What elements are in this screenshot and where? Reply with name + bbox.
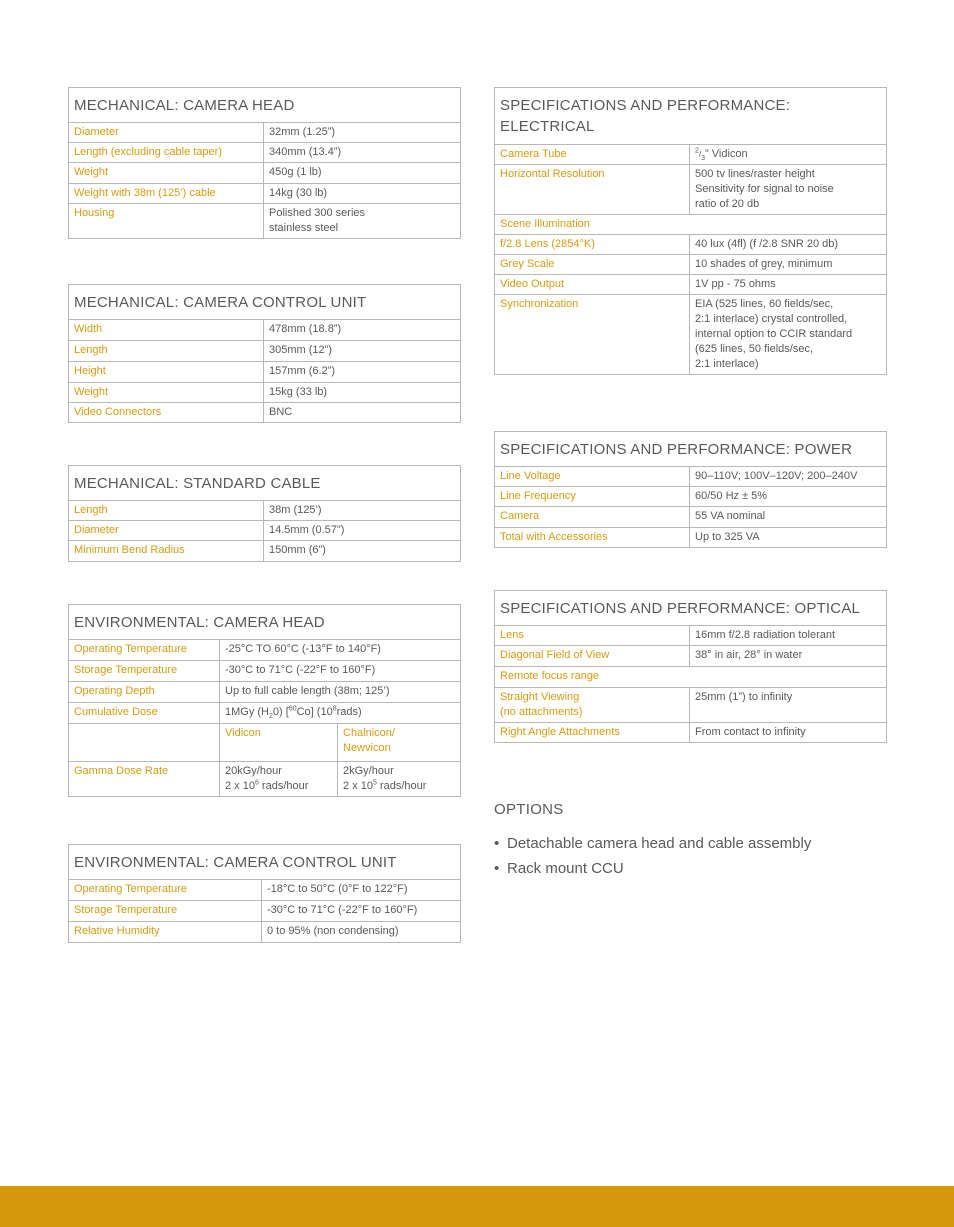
row-label: Camera (495, 507, 690, 528)
row-label: Camera Tube (495, 145, 690, 165)
options-heading: OPTIONS (494, 801, 564, 818)
row-value: From contact to infinity (690, 723, 887, 743)
row-label: Line Voltage (495, 467, 690, 487)
table-title-row (69, 88, 461, 123)
row-label: Operating Temperature (69, 880, 262, 901)
table-row (495, 255, 887, 275)
row-label: Weight with 38m (125’) cable (69, 184, 264, 204)
row-value: 60/50 Hz ± 5% (690, 487, 887, 507)
table-row (495, 145, 887, 165)
table-row (495, 723, 887, 743)
table-mechanical-camera-control-unit (68, 284, 461, 423)
table-row (69, 703, 461, 724)
row-value: 340mm (13.4”) (264, 143, 461, 163)
row-label: Lens (495, 626, 690, 646)
table-spec-electrical (494, 87, 887, 375)
row-value (690, 145, 887, 165)
row-label: Storage Temperature (69, 901, 262, 922)
row-value: 38m (125’) (264, 501, 461, 521)
table-title-row (495, 591, 887, 626)
table-title-row (69, 285, 461, 320)
row-value: 14kg (30 lb) (264, 184, 461, 204)
gamma-vidicon-exponent: 6 (254, 779, 259, 787)
gamma-chalnicon-line1: 2kGy/hour (343, 765, 394, 777)
empty-cell (69, 724, 220, 762)
col-header-chalnicon: Chalnicon/ Newvicon (338, 724, 461, 762)
row-label: Housing (69, 204, 264, 239)
table-row (495, 275, 887, 295)
gamma-chalnicon-exponent: 5 (372, 779, 377, 787)
row-label: Operating Depth (69, 682, 220, 703)
row-label: Length (excluding cable taper) (69, 143, 264, 163)
table-row (69, 403, 461, 423)
row-label: f/2.8 Lens (2854°K) (495, 235, 690, 255)
table-row (69, 143, 461, 163)
table-row (495, 528, 887, 548)
row-label: Diagonal Field of View (495, 646, 690, 667)
dose-superscript-isotope: 60 (288, 705, 297, 713)
row-value: BNC (264, 403, 461, 423)
row-value: EIA (525 lines, 60 fields/sec, 2:1 interlace) crystal controlled, internal option to CCIR standard (625 lines, 50 fields/sec, 2:1 interlace) (690, 295, 887, 375)
row-label: Operating Temperature (69, 640, 220, 661)
table-row (69, 163, 461, 184)
table-title-row (69, 845, 461, 880)
row-label: Horizontal Resolution (495, 165, 690, 215)
table-spec-optical (494, 590, 887, 743)
row-value: 32mm (1.25”) (264, 123, 461, 143)
row-label: Grey Scale (495, 255, 690, 275)
row-label: Diameter (69, 521, 264, 541)
row-value: 157mm (6.2”) (264, 362, 461, 383)
gamma-vidicon-line1: 20kGy/hour (225, 765, 282, 777)
row-value: 25mm (1”) to infinity (690, 688, 887, 723)
table-row (69, 204, 461, 239)
dose-text-b: 0) [ (272, 706, 289, 718)
row-label: Weight (69, 163, 264, 184)
table-row (69, 762, 461, 797)
section-label: Remote focus range (495, 667, 887, 688)
dose-text-a: 1MGy (H (225, 706, 269, 718)
table-row (69, 184, 461, 204)
row-value: 55 VA nominal (690, 507, 887, 528)
row-label: Straight Viewing (no attachments) (495, 688, 690, 723)
table-title: SPECIFICATIONS AND PERFORMANCE: ELECTRICAL (495, 88, 887, 145)
row-value (220, 703, 461, 724)
fraction-numerator: 2 (695, 147, 699, 155)
table-row (69, 880, 461, 901)
row-label: Storage Temperature (69, 661, 220, 682)
table-subheader-row (69, 724, 461, 762)
gamma-chalnicon-line2b: rads/hour (376, 780, 427, 792)
table-row (495, 646, 887, 667)
table-title: MECHANICAL: CAMERA HEAD (69, 88, 461, 123)
row-value: 14.5mm (0.57") (264, 521, 461, 541)
row-value: -18°C to 50°C (0°F to 122°F) (262, 880, 461, 901)
gamma-chalnicon-line2a: 2 x 10 (343, 780, 373, 792)
row-label: Right Angle Attachments (495, 723, 690, 743)
list-item-text: Rack mount CCU (507, 860, 624, 877)
list-item (494, 858, 811, 883)
table-environmental-camera-control-unit (68, 844, 461, 943)
row-value: 0 to 95% (non condensing) (262, 922, 461, 943)
bullet-icon: • (494, 860, 500, 877)
dose-superscript-exponent: 8 (332, 705, 337, 713)
row-label: Relative Humidity (69, 922, 262, 943)
table-title: SPECIFICATIONS AND PERFORMANCE: OPTICAL (495, 591, 887, 626)
table-row (69, 521, 461, 541)
row-value: 450g (1 lb) (264, 163, 461, 184)
list-item (494, 833, 811, 858)
table-row (495, 487, 887, 507)
row-value: Up to full cable length (38m; 125’) (220, 682, 461, 703)
table-row (69, 123, 461, 143)
dose-text-c: Co] (10 (296, 706, 333, 718)
dose-subscript: 2 (269, 713, 273, 721)
options-list (494, 833, 811, 883)
row-value: 305mm (12”) (264, 341, 461, 362)
section-label: Scene Illumination (495, 215, 887, 235)
dose-text-d: rads) (336, 706, 362, 718)
table-row (495, 626, 887, 646)
row-label: Width (69, 320, 264, 341)
table-row (69, 682, 461, 703)
fraction-denominator: 3 (701, 155, 706, 163)
table-row (495, 235, 887, 255)
row-value: 1V pp - 75 ohms (690, 275, 887, 295)
row-value: Polished 300 series stainless steel (264, 204, 461, 239)
row-value: 90–110V; 100V–120V; 200–240V (690, 467, 887, 487)
row-value: -30°C to 71°C (-22°F to 160°F) (220, 661, 461, 682)
row-value: 40 lux (4fl) (f /2.8 SNR 20 db) (690, 235, 887, 255)
row-label: Minimum Bend Radius (69, 541, 264, 562)
row-value: 15kg (33 lb) (264, 383, 461, 403)
row-value: 150mm (6”) (264, 541, 461, 562)
table-title: ENVIRONMENTAL: CAMERA HEAD (69, 605, 461, 640)
table-row (69, 640, 461, 661)
row-label: Line Frequency (495, 487, 690, 507)
table-row (69, 541, 461, 562)
col-header-vidicon: Vidicon (220, 724, 338, 762)
table-row (69, 320, 461, 341)
table-row (69, 341, 461, 362)
table-section-row (495, 215, 887, 235)
table-row (495, 295, 887, 375)
table-row (495, 507, 887, 528)
table-row (69, 383, 461, 403)
table-title-row (69, 605, 461, 640)
row-value: 500 tv lines/raster height Sensitivity for signal to noise ratio of 20 db (690, 165, 887, 215)
row-value: -30°C to 71°C (-22°F to 160°F) (262, 901, 461, 922)
fraction-slash: / (698, 150, 702, 159)
row-label: Cumulative Dose (69, 703, 220, 724)
table-row (69, 661, 461, 682)
table-title-row (69, 466, 461, 501)
row-value: -25°C TO 60°C (-13°F to 140°F) (220, 640, 461, 661)
table-row (495, 165, 887, 215)
row-value: 38° in air, 28° in water (690, 646, 887, 667)
table-mechanical-standard-cable (68, 465, 461, 562)
table-section-row (495, 667, 887, 688)
table-row (69, 922, 461, 943)
table-title: SPECIFICATIONS AND PERFORMANCE: POWER (495, 432, 887, 467)
table-row (69, 362, 461, 383)
table-environmental-camera-head (68, 604, 461, 797)
row-label: Gamma Dose Rate (69, 762, 220, 797)
row-label: Synchronization (495, 295, 690, 375)
list-item-text: Detachable camera head and cable assembly (507, 835, 812, 852)
row-label: Video Output (495, 275, 690, 295)
table-title: MECHANICAL: STANDARD CABLE (69, 466, 461, 501)
row-label: Weight (69, 383, 264, 403)
bullet-icon: • (494, 835, 500, 852)
row-label: Height (69, 362, 264, 383)
camera-tube-text: ” Vidicon (705, 148, 748, 160)
row-label: Length (69, 501, 264, 521)
row-label: Length (69, 341, 264, 362)
gamma-vidicon-line2a: 2 x 10 (225, 780, 255, 792)
gamma-chalnicon-value (338, 762, 461, 797)
table-title-row (495, 88, 887, 145)
table-spec-power (494, 431, 887, 548)
table-mechanical-camera-head (68, 87, 461, 239)
table-title: MECHANICAL: CAMERA CONTROL UNIT (69, 285, 461, 320)
row-label: Video Connectors (69, 403, 264, 423)
table-title-row (495, 432, 887, 467)
footer-bar (0, 1186, 954, 1227)
gamma-vidicon-value (220, 762, 338, 797)
row-label: Diameter (69, 123, 264, 143)
table-row (495, 688, 887, 723)
table-title: ENVIRONMENTAL: CAMERA CONTROL UNIT (69, 845, 461, 880)
row-value: 16mm f/2.8 radiation tolerant (690, 626, 887, 646)
table-row (69, 501, 461, 521)
table-row (69, 901, 461, 922)
gamma-vidicon-line2b: rads/hour (258, 780, 309, 792)
row-value: 10 shades of grey, minimum (690, 255, 887, 275)
row-value: 478mm (18.8”) (264, 320, 461, 341)
row-label: Total with Accessories (495, 528, 690, 548)
row-value: Up to 325 VA (690, 528, 887, 548)
table-row (495, 467, 887, 487)
